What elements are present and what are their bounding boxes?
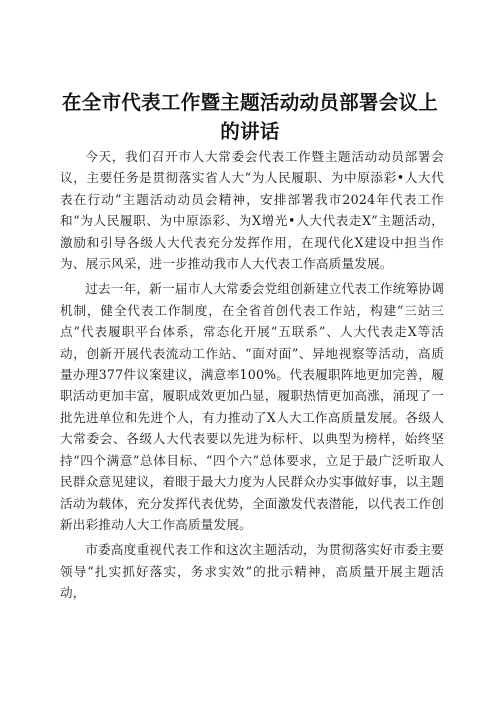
document-body [60,146,444,608]
paragraph-3: 市委高度重视代表工作和这次主题活动，为贯彻落实好市委主要领导“扎实抓好落实，务求实效”的批示精神，高质量开展主题活动， [60,542,444,601]
document-title: 在全市代表工作暨主题活动动员部署会议上的讲话 [61,91,439,143]
paragraph-2: 过去一年，新一届市人大常委会党组创新建立代表工作统筹协调机制，健全代表工作制度，在全省首创代表工作站，构建“三站三点”代表履职平台体系，常态化开展“五联系”、人大代表走X等活动，创新开展代表流动工作站、“面对面”、异地视察等活动，高质量办理377件议案建议，满意率100%。代表履职阵地更加完善，履职活动更加丰富，履职成效更加凸显，履职热情更加高涨，涌现了一批先进单位和先进个人，有力推动了X人大工作高质量发展。各级人大常委会、各级人大代表要以先进为标杆、以典型为榜样，始终坚持“四个满意”总体目标、“四个六”总体要求，立足于最广泛听取人民群众意见建议，着眼于最大力度为人民群众办实事做好事，以主题活动为载体，充分发挥代表优势，全面激发代表潜能，以代表工作创新出彩推动人大工作高质量发展。 [60,281,444,532]
paragraph-1: 今天，我们召开市人大常委会代表工作暨主题活动动员部署会议，主要任务是贯彻落实省人大“为人民履职、为中原添彩•人大代表在行动”主题活动动员会精神，安排部署我市2024年代表工作和“为人民履职、为中原添彩、为X增光•人大代表走X”主题活动，激励和引导各级人大代表充分发挥作用，在现代化X建设中担当作为、展示风采，进一步推动我市人大代表工作高质量发展。 [60,149,444,272]
